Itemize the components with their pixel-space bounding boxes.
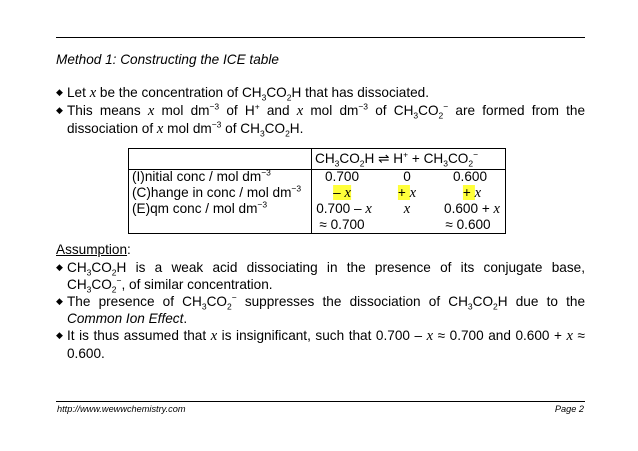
diamond-bullet-icon: ◆ (56, 330, 63, 340)
top-rule (56, 37, 585, 38)
ice-table (128, 148, 506, 234)
assumption-list (56, 259, 585, 362)
row-change-label: (C)hange in conc / mol $dm^{-3}$ (132, 183, 302, 200)
approx-base: ≈ 0.600 (445, 217, 491, 232)
initial-acid: 0.700 (324, 169, 360, 184)
assumption-bullet-3 (56, 327, 585, 362)
assumption-bullet-1-line-1: $CH_3CO_2H$ is a weak acid dissociating in the presence of its conjugate base, (67, 260, 585, 278)
assumption-bullet-2-line-1: The presence of $CH_3CO_2^-$ suppresses the dissociation of $CH_3CO_2H$ due to the (67, 292, 585, 312)
footer-page-number: Page 2 (554, 404, 584, 414)
assumption-bullet-2-line-2: Common Ion Effect. (67, 311, 188, 326)
row-initial-label: (I)nitial conc / mol $dm^{-3}$ (132, 167, 271, 184)
highlight: + (462, 185, 475, 200)
footer-url: http://www.wewwchemistry.com (57, 404, 186, 414)
intro-bullet-2 (56, 102, 585, 138)
assumption-bullet-3-line-2: 0.600. (67, 346, 105, 361)
row-eqm-label: (E)qm conc / mol $dm^{-3}$ (132, 199, 268, 216)
method-heading: Method 1: Constructing the ICE table (56, 52, 279, 67)
intro-bullet-2-line-1: This means x mol $dm^{-3}$ of H+ and x mol $dm^{-3}$ of $CH_3CO_2^-$ are formed from the (67, 101, 586, 121)
change-h: + x (397, 185, 417, 201)
eqm-acid: 0.700 – x (316, 201, 372, 217)
diamond-bullet-icon: ◆ (56, 262, 63, 272)
eqm-h: x (403, 201, 411, 217)
assumption-bullet-1 (56, 259, 585, 293)
highlight: + (397, 185, 410, 200)
change-base: + x (462, 185, 482, 201)
equilibrium-arrow-icon: ⇌ (378, 151, 390, 167)
initial-base: 0.600 (452, 169, 488, 184)
change-acid (333, 185, 351, 201)
intro-bullet-2-line-2: dissociation of x mol $dm^{-3}$ of $CH_3CO_2H$. (67, 119, 304, 139)
diamond-bullet-icon: ◆ (56, 105, 63, 115)
intro-list (56, 84, 585, 138)
intro-bullet-1: ◆ Let x be the concentration of $CH_3CO_2H$ that has dissociated. (56, 85, 430, 103)
ice-header-equation: $CH_3CO_2H$ ⇌ $H^+ + CH_3CO_2^-$ (315, 149, 479, 169)
eqm-base: 0.600 + x (444, 201, 500, 217)
assumption-heading: Assumption: (56, 242, 131, 257)
diamond-bullet-icon: ◆ (56, 296, 63, 306)
diamond-bullet-icon: ◆ (56, 87, 63, 97)
assumption-bullet-3-line-1: It is thus assumed that x is insignificant, such that 0.700 – x ≈ 0.700 and 0.600 + x ≈ (67, 328, 585, 344)
ice-table-column-divider (311, 149, 312, 233)
footer-rule (56, 401, 585, 402)
highlight: – x (333, 185, 351, 201)
assumption-bullet-2 (56, 293, 585, 327)
approx-acid: ≈ 0.700 (319, 217, 365, 232)
assumption-bullet-1-line-2: $CH_3CO_2^-$, of similar concentration. (67, 275, 273, 295)
initial-h: 0 (403, 169, 411, 184)
